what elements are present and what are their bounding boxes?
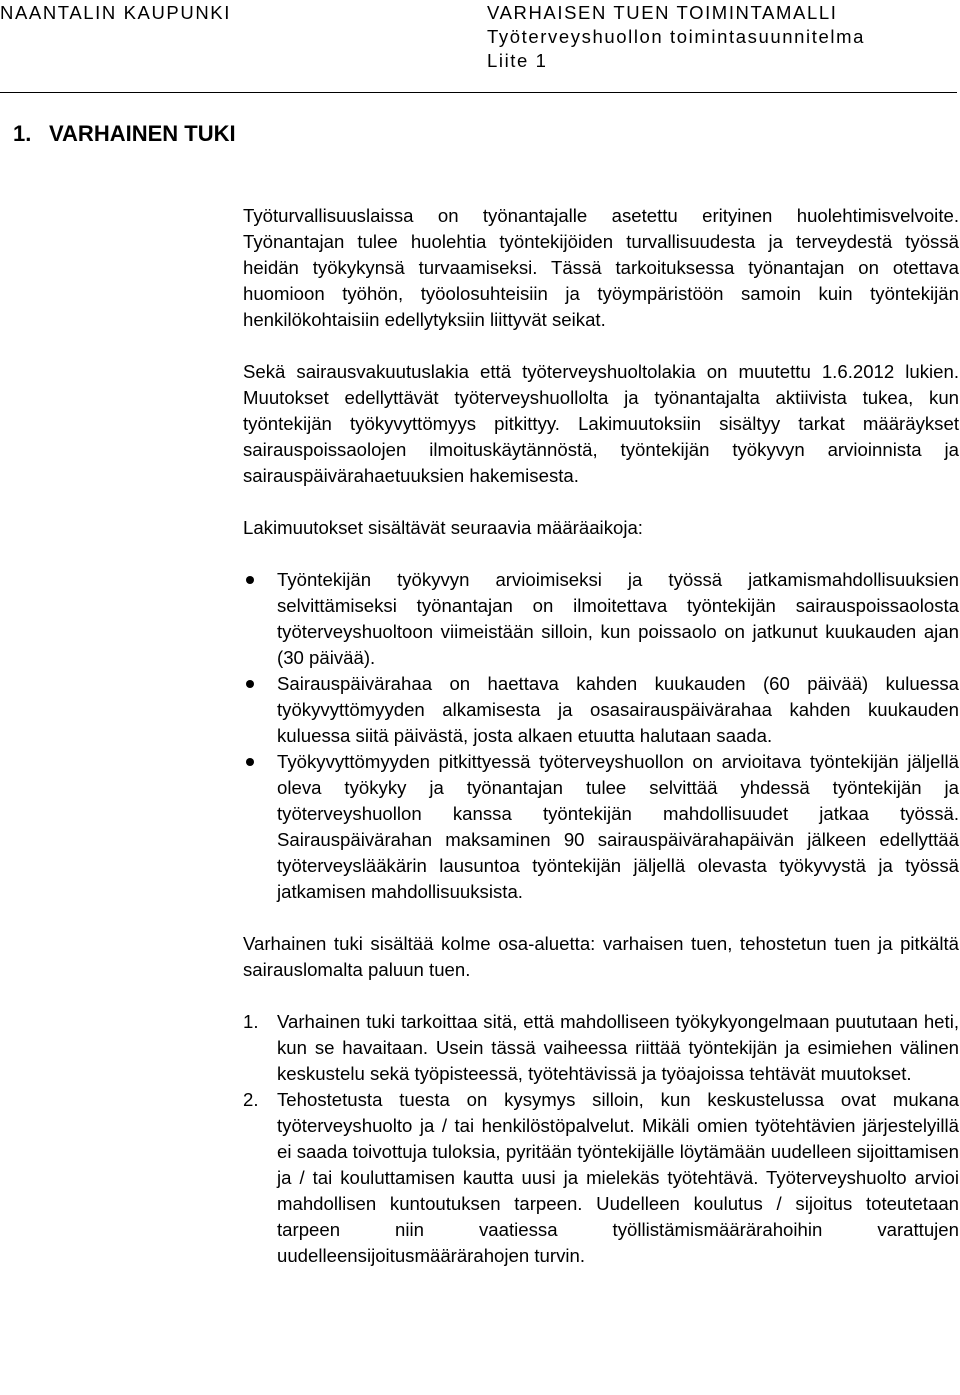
deadline-bullet-list [243, 567, 959, 905]
paragraph-3: Lakimuutokset sisältävät seuraavia määräaikoja: [243, 517, 643, 538]
bullet-item [243, 671, 959, 749]
bullet-item [243, 567, 959, 671]
bullet-item [243, 749, 959, 905]
bullet-text: Työkyvyttömyyden pitkittyessä työterveyshuollon on arvioitava työntekijän jäljellä oleva työkyky ja työnantajan tulee selvittää yhdessä työntekijän ja työterveyshuollon kanssa työntekijän mahdollisuudet jatkaa työssä. Sairauspäivärahan maksaminen 90 sairauspäivärahapäivän jälkeen edellyttää työterveyslääkärin lausuntoa työntekijän jäljellä olevasta työkyvystä ja työssä jatkamisen mahdollisuuksista. [277, 751, 959, 902]
numbered-item [243, 1009, 959, 1087]
numbered-item [243, 1087, 959, 1269]
bullet-icon [246, 680, 254, 688]
header-divider [0, 92, 957, 93]
item-text: Varhainen tuki tarkoittaa sitä, että mahdolliseen työkykyongelmaan puututaan heti, kun se havaitaan. Usein tässä vaiheessa riittää työntekijän ja esimiehen välinen keskustelu sekä työpisteessä, työtehtävissä ja työajoissa tehtävät muutokset. [277, 1011, 959, 1084]
document-body [243, 203, 959, 1269]
item-number: 1. [243, 1011, 259, 1032]
bullet-icon [246, 758, 254, 766]
paragraph-2: Sekä sairausvakuutuslakia että työterveyshuoltolakia on muutettu 1.6.2012 lukien. Muutokset edellyttävät työterveyshuollolta ja työnantajalta aktiivista tukea, kun työntekijän työkyvyttömyys pitkittyy. Lakimuutoksiin sisältyy tarkat määräykset sairauspoissaolojen ilmoituskäytännöstä, työntekijän työkyvyn arvioinnista ja sairauspäivärahaetuuksien hakemisesta. [243, 361, 959, 486]
section-heading [13, 120, 236, 148]
header-doc-title: VARHAISEN TUEN TOIMINTAMALLI [487, 2, 838, 23]
paragraph-4: Varhainen tuki sisältää kolme osa-aluetta: varhaisen tuen, tehostetun tuen ja pitkältä sairauslomalta paluun tuen. [243, 933, 959, 980]
support-levels-list [243, 1009, 959, 1269]
header-document-info [487, 1, 865, 73]
section-title: VARHAINEN TUKI [49, 121, 236, 146]
bullet-text: Sairauspäivärahaa on haettava kahden kuukauden (60 päivää) kuluessa työkyvyttömyyden alkamisesta ja osasairauspäivärahaa kahden kuukauden kuluessa siitä päivästä, josta alkaen etuutta halutaan saada. [277, 673, 959, 746]
paragraph-1: Työturvallisuuslaissa on työnantajalle asetettu erityinen huolehtimisvelvoite. Työnantajan tulee huolehtia työntekijöiden turvallisuudesta ja terveydestä työssä heidän työkykynsä turvaamiseksi. Tässä tarkoituksessa työnantajan on otettava huomioon työhön, työolosuhteisiin ja työympäristöön samoin kuin työntekijän henkilökohtaisiin edellytyksiin liittyvät seikat. [243, 205, 959, 330]
header-attachment-label: Liite 1 [487, 50, 548, 71]
bullet-text: Työntekijän työkyvyn arvioimiseksi ja työssä jatkamismahdollisuuksien selvittämiseksi työnantajan on ilmoitettava työntekijän sairauspoissaolosta työterveyshuoltoon viimeistään silloin, kun poissaolo on jatkunut kuukauden ajan (30 päivää). [277, 569, 959, 668]
header-organization: NAANTALIN KAUPUNKI [0, 2, 231, 23]
item-number: 2. [243, 1089, 259, 1110]
header-doc-subtitle: Työterveyshuollon toimintasuunnitelma [487, 26, 865, 47]
bullet-icon [246, 576, 254, 584]
item-text: Tehostetusta tuesta on kysymys silloin, kun keskustelussa ovat mukana työterveyshuolto ja / tai henkilöstöpalvelut. Mikäli omien työtehtävien järjestelyillä ei saada toivottuja tuloksia, pyritään työntekijälle löytämään uudelleen sijoittamisen ja / tai kouluttamisen kautta uusi ja mielekäs työtehtävä. Työterveyshuolto arvioi mahdollisen kuntoutuksen tarpeen. Uudelleen koulutus / sijoitus toteutetaan tarpeen niin vaatiessa työllistämismäärärahoihin varattujen uudelleensijoitusmäärärahojen turvin. [277, 1089, 959, 1266]
section-number: 1. [13, 121, 32, 146]
